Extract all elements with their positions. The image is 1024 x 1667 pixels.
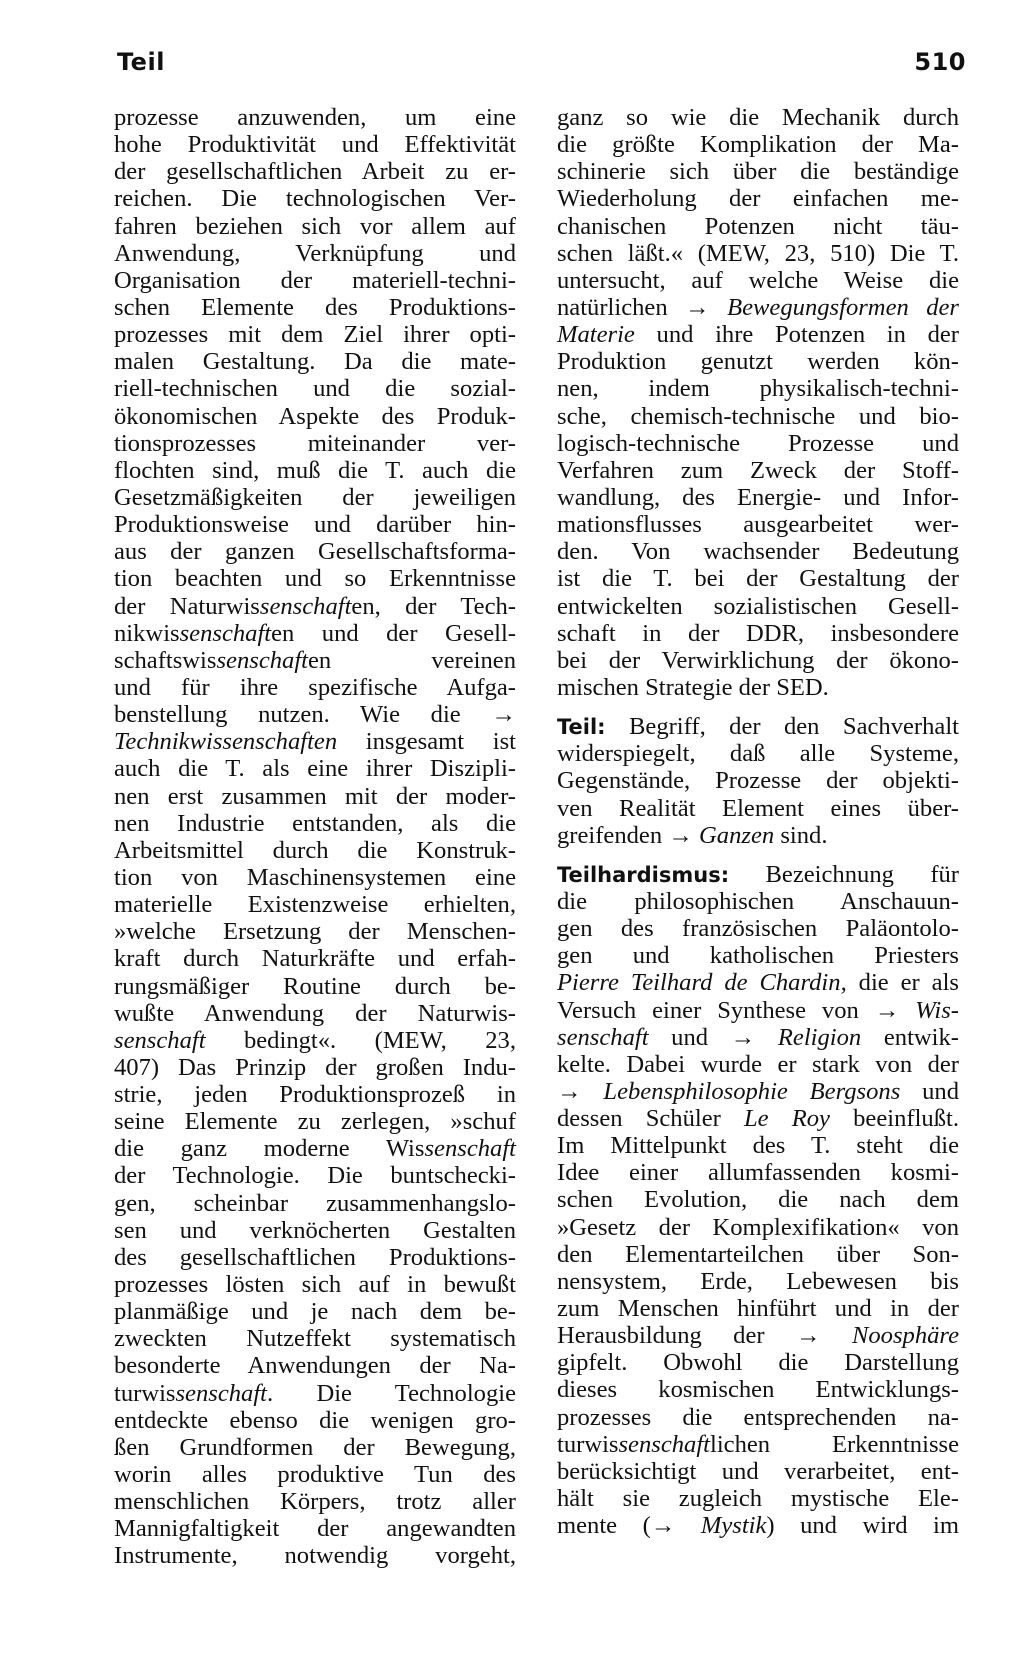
text-line: gen des französischen Paläontolo- <box>557 915 959 943</box>
text-line: tion von Maschinensystemen eine <box>114 863 516 891</box>
text-line: schaft in der DDR, insbesondere <box>557 619 959 647</box>
paragraph-continuation <box>557 104 959 701</box>
text-line: berücksichtigt und verarbeitet, ent- <box>557 1457 959 1485</box>
text-line: Produktionsweise und darüber hin- <box>114 511 516 539</box>
text-line: die größte Komplikation der Ma- <box>557 131 959 159</box>
text-line: nen Industrie entstanden, als die <box>114 809 516 837</box>
text-line: der gesellschaftlichen Arbeit zu er- <box>114 158 516 186</box>
text-line: und für ihre spezifische Aufga- <box>114 673 516 701</box>
text-line: senschaft bedingt«. (MEW, 23, <box>114 1026 516 1054</box>
text-line: tion beachten und so Erkenntnisse <box>114 565 516 593</box>
text-line: den Elementarteilchen über Son- <box>557 1240 959 1268</box>
text-line: untersucht, auf welche Weise die <box>557 266 959 294</box>
text-line: auch die T. als eine ihrer Diszipli- <box>114 755 516 783</box>
text-line: Idee einer allumfassenden kosmi- <box>557 1159 959 1187</box>
text-line: planmäßige und je nach dem be- <box>114 1298 516 1326</box>
text-line: der Technologie. Die buntschecki- <box>114 1162 516 1190</box>
text-line: schen läßt.« (MEW, 23, 510) Die T. <box>557 239 959 267</box>
entry-teilhardismus <box>557 861 959 1540</box>
entry-term: Teil: <box>557 715 606 740</box>
text-line: riell-technischen und die sozial- <box>114 375 516 403</box>
text-line: Gegenstände, Prozesse der objekti- <box>557 767 959 795</box>
text-line: benstellung nutzen. Wie die → <box>114 701 516 729</box>
text-line: ganz so wie die Mechanik durch <box>557 104 959 131</box>
text-line: nen, indem physikalisch-techni- <box>557 375 959 403</box>
text-line: die philosophischen Anschauun- <box>557 887 959 915</box>
text-line: Wiederholung der einfachen me- <box>557 185 959 213</box>
text-line: die ganz moderne Wissenschaft <box>114 1135 516 1163</box>
text-line: schen Evolution, die nach dem <box>557 1186 959 1214</box>
text-line: mationsflusses ausgearbeitet wer- <box>557 511 959 539</box>
text-line: der Naturwissenschaften, der Tech- <box>114 592 516 620</box>
text-line: Mannigfaltigkeit der angewandten <box>114 1515 516 1543</box>
text-line: gipfelt. Obwohl die Darstellung <box>557 1349 959 1377</box>
text-line: Organisation der materiell-techni- <box>114 266 516 294</box>
text-line: greifenden → Ganzen sind. <box>557 821 828 849</box>
text-line: schaftswissenschaften vereinen <box>114 646 516 674</box>
text-line: Herausbildung der → Noosphäre <box>557 1322 959 1350</box>
text-line: worin alles produktive Tun des <box>114 1461 516 1489</box>
text-line: sche, chemisch-technische und bio- <box>557 402 959 430</box>
text-line: bei der Verwirklichung der ökono- <box>557 646 959 674</box>
text-line: Versuch einer Synthese von → Wis- <box>557 996 959 1024</box>
text-line: Teilhardismus: Bezeichnung für <box>557 860 959 888</box>
text-line: nen erst zusammen mit der moder- <box>114 782 516 810</box>
text-line: besonderte Anwendungen der Na- <box>114 1352 516 1380</box>
text-line: prozesse anzuwenden, um eine <box>114 104 516 131</box>
text-line: seine Elemente zu zerlegen, »schuf <box>114 1108 516 1136</box>
text-line: schinerie sich über die beständige <box>557 158 959 186</box>
text-line: Materie und ihre Potenzen in der <box>557 321 959 349</box>
left-column <box>114 104 516 1570</box>
text-line: senschaft und → Religion entwik- <box>557 1023 959 1051</box>
text-line: zweckten Nutzeffekt systematisch <box>114 1325 516 1353</box>
text-line: reichen. Die technologischen Ver- <box>114 185 516 213</box>
text-line: entdeckte ebenso die wenigen gro- <box>114 1406 516 1434</box>
text-line: malen Gestaltung. Da die mate- <box>114 348 516 376</box>
text-line: Pierre Teilhard de Chardin, die er als <box>557 969 959 997</box>
text-line: Produktion genutzt werden kön- <box>557 348 959 376</box>
text-line: ökonomischen Aspekte des Produk- <box>114 402 516 430</box>
text-line: strie, jeden Produktionsprozeß in <box>114 1081 516 1109</box>
text-line: 407) Das Prinzip der großen Indu- <box>114 1053 516 1081</box>
text-line: menschlichen Körpers, trotz aller <box>114 1488 516 1516</box>
text-line: ist die T. bei der Gestaltung der <box>557 565 959 593</box>
text-line: aus der ganzen Gesellschaftsforma- <box>114 538 516 566</box>
text-line: schen Elemente des Produktions- <box>114 293 516 321</box>
text-line: ven Realität Element eines über- <box>557 794 959 822</box>
text-line: Anwendung, Verknüpfung und <box>114 239 516 267</box>
text-line: prozesses die entsprechenden na- <box>557 1403 959 1431</box>
page-number: 510 <box>914 48 966 76</box>
text-line: dessen Schüler Le Roy beeinflußt. <box>557 1105 959 1133</box>
text-line: gen und katholischen Priesters <box>557 942 959 970</box>
text-line: materielle Existenzweise erhielten, <box>114 891 516 919</box>
text-line: Verfahren zum Zweck der Stoff- <box>557 456 959 484</box>
text-line: flochten sind, muß die T. auch die <box>114 456 516 484</box>
text-line: turwissenschaft. Die Technologie <box>114 1379 516 1407</box>
text-line: Instrumente, notwendig vorgeht, <box>114 1542 516 1570</box>
text-line: widerspiegelt, daß alle Systeme, <box>557 740 959 768</box>
text-line: mente (→ Mystik) und wird im <box>557 1512 959 1540</box>
entry-term: Teilhardismus: <box>557 862 730 887</box>
text-line: mischen Strategie der SED. <box>557 673 829 701</box>
text-line: wandlung, des Energie- und Infor- <box>557 483 959 511</box>
text-line: → Lebensphilosophie Bergsons und <box>557 1077 959 1105</box>
text-line: fahren beziehen sich vor allem auf <box>114 212 516 240</box>
text-line: »Gesetz der Komplexifikation« von <box>557 1213 959 1241</box>
text-line: Gesetzmäßigkeiten der jeweiligen <box>114 483 516 511</box>
text-line: sen und verknöcherten Gestalten <box>114 1216 516 1244</box>
text-line: prozesses lösten sich auf in bewußt <box>114 1271 516 1299</box>
text-line: gen, scheinbar zusammenhangslo- <box>114 1189 516 1217</box>
entry-teil <box>557 713 959 849</box>
right-column <box>557 104 959 1539</box>
text-line: chanischen Potenzen nicht täu- <box>557 212 959 240</box>
text-line: rungsmäßiger Routine durch be- <box>114 972 516 1000</box>
text-line: nensystem, Erde, Lebewesen bis <box>557 1267 959 1295</box>
text-line: kraft durch Naturkräfte und erfah- <box>114 945 516 973</box>
text-line: wußte Anwendung der Naturwis- <box>114 999 516 1027</box>
text-line: logisch-technische Prozesse und <box>557 429 959 457</box>
text-line: zum Menschen hinführt und in der <box>557 1295 959 1323</box>
text-line: Technikwissenschaften insgesamt ist <box>114 728 516 756</box>
text-line: Im Mittelpunkt des T. steht die <box>557 1132 959 1160</box>
text-line: »welche Ersetzung der Menschen- <box>114 918 516 946</box>
text-line: den. Von wachsender Bedeutung <box>557 538 959 566</box>
text-line: des gesellschaftlichen Produktions- <box>114 1243 516 1271</box>
text-line: Arbeitsmittel durch die Konstruk- <box>114 836 516 864</box>
text-line: hält sie zugleich mystische Ele- <box>557 1485 959 1513</box>
text-line: Teil: Begriff, der den Sachverhalt <box>557 713 959 741</box>
text-line: tionsprozesses miteinander ver- <box>114 429 516 457</box>
text-line: kelte. Dabei wurde er stark von der <box>557 1050 959 1078</box>
text-line: nikwissenschaften und der Gesell- <box>114 619 516 647</box>
header-keyword: Teil <box>117 48 165 76</box>
text-line: turwissenschaftlichen Erkenntnisse <box>557 1430 959 1458</box>
text-line: ßen Grundformen der Bewegung, <box>114 1433 516 1461</box>
text-line: hohe Produktivität und Effektivität <box>114 131 516 159</box>
text-line: natürlichen → Bewegungsformen der <box>557 293 960 321</box>
text-line: entwickelten sozialistischen Gesell- <box>557 592 959 620</box>
text-line: dieses kosmischen Entwicklungs- <box>557 1376 959 1404</box>
text-line: prozesses mit dem Ziel ihrer opti- <box>114 321 516 349</box>
